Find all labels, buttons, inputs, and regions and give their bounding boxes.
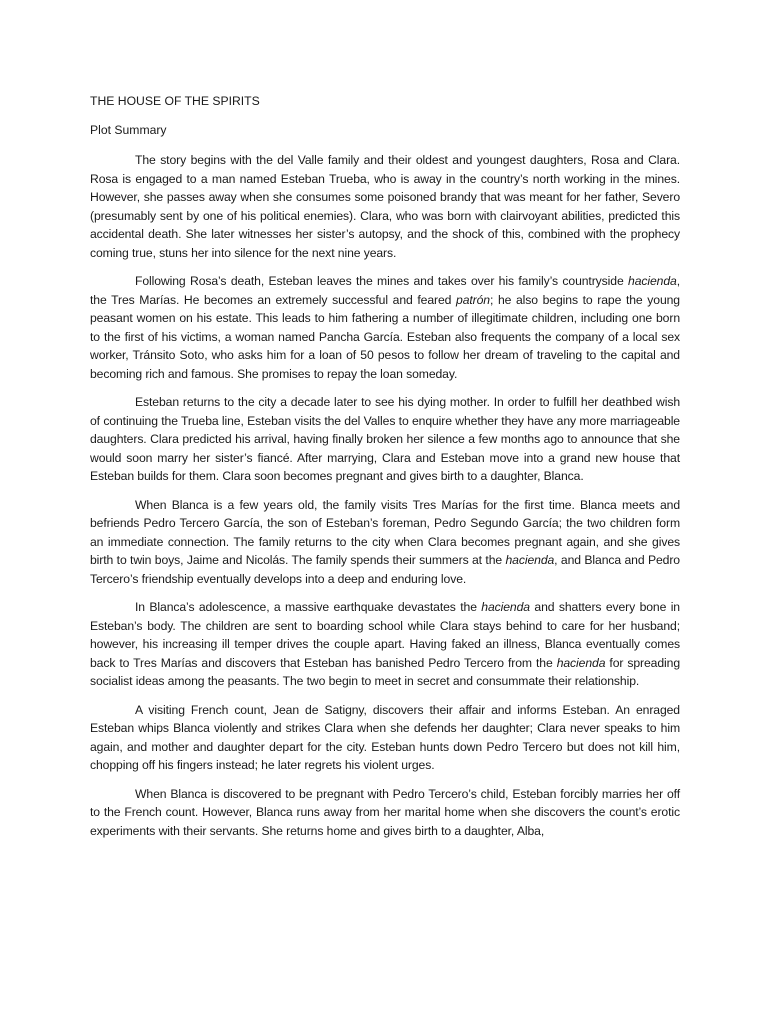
text-run: The story begins with the del Valle family and their oldest and youngest daughters, Rosa and Clara. Rosa is engaged to a man named Esteban Trueba, who is away in the country’s north working in the mines. However, she passes away when she consumes some poisoned brandy that was meant for her father, Severo (presumably sent by one of his political enemies). Clara, who was born with clairvoyant abilities, predicted this accidental death. She later witnesses her sister’s autopsy, and the shock of this, combined with the prophecy coming true, stuns her into silence for the next nine years. — [90, 153, 680, 260]
body-paragraph — [90, 151, 680, 262]
paragraph-list — [90, 151, 680, 840]
text-run: Following Rosa’s death, Esteban leaves the mines and takes over his family’s countryside — [135, 274, 629, 288]
document-title: THE HOUSE OF THE SPIRITS — [90, 94, 260, 108]
text-run: When Blanca is discovered to be pregnant with Pedro Tercero’s child, Esteban forcibly marries her off to the French count. However, Blanca runs away from her marital home when she discovers the count’s erotic experiments with their servants. She returns home and gives birth to a daughter, Alba, — [90, 786, 680, 838]
italic-term: hacienda — [505, 553, 555, 567]
italic-term: hacienda — [628, 274, 677, 288]
text-run: ; he also begins to rape the young peasant women on his estate. This leads to him fathering a number of illegitimate children, including one born to the first of his victims, a woman named Pancha García. Esteban also frequents the company of a local sex worker, Tránsito Soto, who asks him for a loan of 50 pesos to follow her dream of traveling to the capital and becoming rich and famous. She promises to repay the loan someday. — [90, 292, 680, 381]
text-run: , the Tres Marías. He becomes an extremely successful and feared — [90, 274, 680, 307]
text-run: and shatters every bone in Esteban’s body. The children are sent to boarding school while Clara stays behind to care for her husband; however, his increasing ill temper drives the couple apart. Having faked an illness, Blanca eventually comes back to Tres Marías and discovers that Esteban has banished Pedro Tercero from the — [90, 600, 680, 670]
body-paragraph — [90, 393, 680, 486]
body-paragraph — [90, 496, 680, 589]
italic-term: hacienda — [481, 600, 530, 614]
text-run: Esteban returns to the city a decade later to see his dying mother. In order to fulfill her deathbed wish of continuing the Trueba line, Esteban visits the del Valles to enquire whether they have any more marriageable daughters. Clara predicted his arrival, having finally broken her silence a few months ago to announce that she would soon marry her sister’s fiancé. After marrying, Clara and Esteban move into a grand new house that Esteban builds for them. Clara soon becomes pregnant and gives birth to a daughter, Blanca. — [90, 395, 680, 483]
text-run: In Blanca’s adolescence, a massive earthquake devastates the — [135, 600, 482, 614]
text-run: A visiting French count, Jean de Satigny, discovers their affair and informs Esteban. An enraged Esteban whips Blanca violently and strikes Clara when she defends her daughter; Clara never speaks to him again, and mother and daughter depart for the city. Esteban hunts down Pedro Tercero but does not kill him, chopping off his fingers instead; he later regrets his violent urges. — [90, 702, 680, 772]
text-run: , and Blanca and Pedro Tercero’s friendship eventually develops into a deep and enduring love. — [90, 553, 680, 586]
italic-term: hacienda — [556, 655, 606, 670]
body-paragraph — [90, 598, 680, 691]
text-run: When Blanca is a few years old, the family visits Tres Marías for the first time. Blanca meets and befriends Pedro Tercero García, the son of Esteban’s foreman, Pedro Segundo García; the two children form an immediate connection. The family returns to the city when Clara becomes pregnant again, and she gives birth to twin boys, Jaime and Nicolás. The family spends their summers at the — [90, 497, 680, 567]
text-run: for spreading socialist ideas among the peasants. The two begin to meet in secret and consummate their relationship. — [90, 655, 680, 688]
body-paragraph — [90, 701, 680, 775]
italic-term: patrón — [456, 292, 490, 307]
body-paragraph — [90, 785, 680, 841]
body-paragraph — [90, 272, 680, 383]
section-heading: Plot Summary — [90, 123, 167, 137]
